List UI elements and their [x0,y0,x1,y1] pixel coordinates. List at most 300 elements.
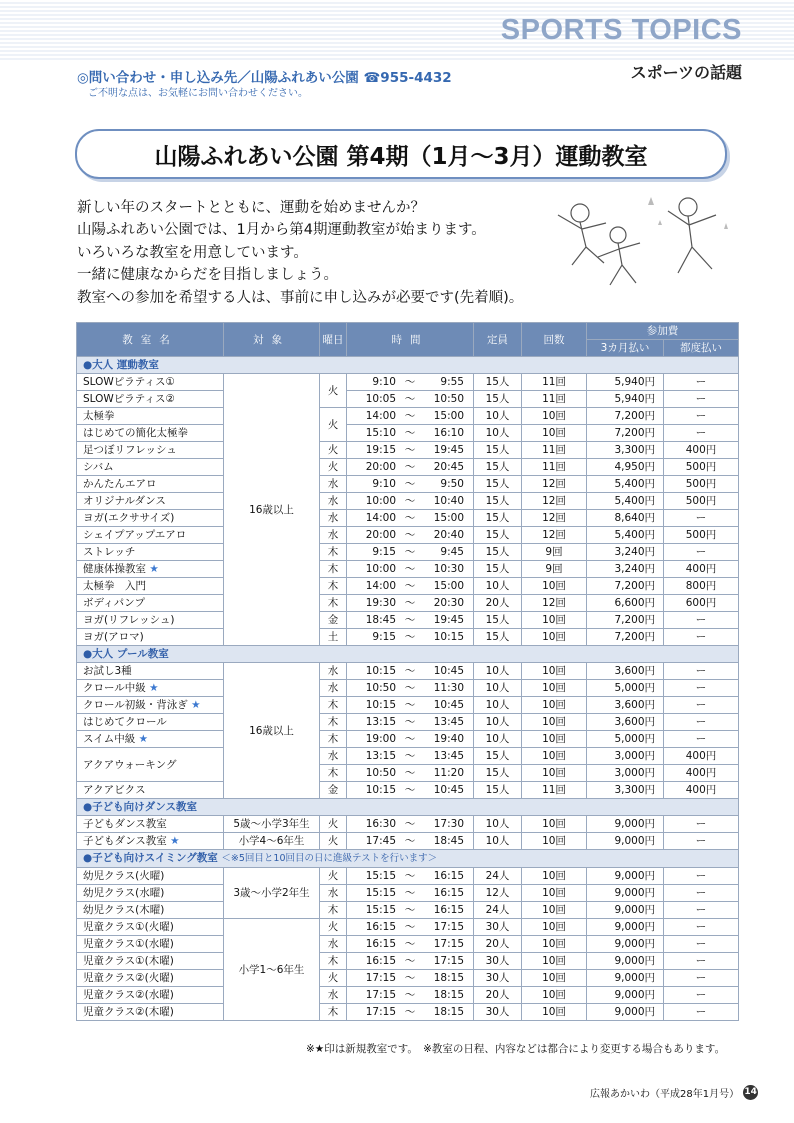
capacity: 15人 [474,527,522,544]
session-count: 10回 [522,919,587,936]
class-name-text: 児童クラス②(水曜) [83,989,174,1001]
class-name [77,527,224,544]
fee-each: 500円 [664,459,739,476]
time-start: 10:50 [365,682,396,694]
table-row [77,595,739,612]
fee-each: ー [664,1004,739,1021]
fee-3month: 7,200円 [587,408,664,425]
time-start: 9:15 [372,631,396,643]
class-name [77,408,224,425]
time-start: 13:15 [365,716,396,728]
fee-3month: 3,240円 [587,561,664,578]
weekday: 木 [320,1004,347,1021]
class-name [77,629,224,646]
capacity: 20人 [474,595,522,612]
weekday: 木 [320,731,347,748]
exercise-illustration [528,185,743,290]
session-count: 10回 [522,578,587,595]
time-range [347,629,474,646]
fee-each: ー [664,714,739,731]
time-range [347,902,474,919]
class-name-text: SLOWピラティス② [83,393,175,405]
target-age: 3歳～小学2年生 [224,868,320,919]
weekday: 金 [320,782,347,799]
time-separator: ～ [404,750,416,762]
time-start: 16:15 [365,955,396,967]
section-title [77,799,739,816]
fee-3month: 3,300円 [587,442,664,459]
weekday: 水 [320,885,347,902]
time-end: 10:45 [433,665,464,677]
table-row [77,833,739,850]
capacity: 10人 [474,663,522,680]
class-name-text: シバム [83,461,114,473]
time-range [347,697,474,714]
time-separator: ～ [404,444,416,456]
capacity: 15人 [474,748,522,765]
time-range [347,1004,474,1021]
schedule-table [76,322,739,1021]
time-range [347,885,474,902]
table-row [77,612,739,629]
class-name [77,782,224,799]
capacity: 15人 [474,510,522,527]
table-row [77,868,739,885]
fee-each: ー [664,936,739,953]
capacity: 10人 [474,833,522,850]
capacity: 10人 [474,816,522,833]
fee-each: ー [664,868,739,885]
weekday: 火 [320,374,347,408]
fee-each: ー [664,697,739,714]
time-separator: ～ [404,716,416,728]
time-separator: ～ [404,989,416,1001]
class-name-text: アクアビクス [83,784,146,796]
col-target: 対象 [224,323,320,357]
session-count: 10回 [522,697,587,714]
class-name [77,595,224,612]
fee-each: 400円 [664,782,739,799]
class-name [77,663,224,680]
table-row [77,953,739,970]
time-start: 10:15 [365,665,396,677]
weekday: 火 [320,919,347,936]
col-name: 教室名 [77,323,224,357]
fee-3month: 3,000円 [587,765,664,782]
fee-3month: 9,000円 [587,833,664,850]
time-end: 10:15 [433,631,464,643]
session-count: 10回 [522,714,587,731]
session-count: 9回 [522,544,587,561]
fee-each: ー [664,510,739,527]
table-row [77,748,739,765]
weekday: 火 [320,442,347,459]
fee-each: ー [664,425,739,442]
fee-each: ー [664,731,739,748]
class-name-text: 子どもダンス教室 [83,835,167,847]
intro-line: 一緒に健康なからだを目指しましょう。 [77,267,338,284]
session-count: 9回 [522,561,587,578]
fee-each: 600円 [664,595,739,612]
intro-text [77,197,547,309]
time-range [347,970,474,987]
fee-3month: 3,300円 [587,782,664,799]
time-start: 10:00 [365,563,396,575]
time-separator: ～ [404,546,416,558]
target-age: 16歳以上 [224,663,320,799]
class-name [77,902,224,919]
new-class-star-icon: ★ [138,733,149,745]
fee-each: 400円 [664,765,739,782]
footnote: ※★印は新規教室です。 ※教室の日程、内容などは都合により変更する場合もあります。 [306,1043,726,1055]
col-fee-3month: 3カ月払い [587,340,664,357]
fee-3month: 3,600円 [587,714,664,731]
table-row [77,476,739,493]
time-range [347,714,474,731]
fee-each: 800円 [664,578,739,595]
time-range [347,595,474,612]
time-start: 18:45 [365,614,396,626]
class-name-text: ヨガ(アロマ) [83,631,144,643]
table-row [77,544,739,561]
class-name-text: 児童クラス①(水曜) [83,938,174,950]
time-range [347,510,474,527]
time-range [347,493,474,510]
new-class-star-icon: ★ [191,699,201,711]
session-count: 10回 [522,680,587,697]
fee-each: ー [664,544,739,561]
weekday: 火 [320,816,347,833]
time-end: 15:00 [433,580,464,592]
time-end: 18:15 [433,989,464,1001]
session-count: 10回 [522,425,587,442]
time-range [347,919,474,936]
intro-line: 教室への参加を希望する人は、事前に申し込みが必要です(先着順)。 [77,289,524,306]
class-name-text: クロール初級・背泳ぎ [83,699,188,711]
table-row [77,442,739,459]
session-count: 10回 [522,612,587,629]
class-name-text: 幼児クラス(木曜) [83,904,165,916]
weekday: 木 [320,697,347,714]
fee-each: ー [664,391,739,408]
time-range [347,442,474,459]
class-name [77,748,224,782]
fee-3month: 9,000円 [587,987,664,1004]
session-count: 10回 [522,987,587,1004]
fee-3month: 9,000円 [587,919,664,936]
time-separator: ～ [404,376,416,388]
fee-each: ー [664,816,739,833]
time-start: 13:15 [365,750,396,762]
capacity: 15人 [474,374,522,391]
class-name [77,612,224,629]
fee-each: ー [664,663,739,680]
weekday: 水 [320,663,347,680]
fee-3month: 7,200円 [587,629,664,646]
time-range [347,459,474,476]
fee-each: ー [664,612,739,629]
class-name-text: 児童クラス②(火曜) [83,972,174,984]
col-count: 回数 [522,323,587,357]
capacity: 10人 [474,731,522,748]
weekday: 木 [320,765,347,782]
time-range [347,731,474,748]
time-end: 16:10 [433,427,464,439]
class-name [77,578,224,595]
time-range [347,374,474,391]
col-day: 曜日 [320,323,347,357]
weekday: 火 [320,408,347,442]
weekday: 水 [320,680,347,697]
time-end: 17:30 [433,818,464,830]
table-row [77,663,739,680]
class-name-text: クロール中級 [83,682,146,694]
table-row [77,578,739,595]
table-row [77,493,739,510]
time-start: 15:15 [365,887,396,899]
intro-line: いろいろな教室を用意しています。 [77,244,308,261]
time-separator: ～ [404,921,416,933]
section-row [77,799,739,816]
class-name-text: ヨガ(リフレッシュ) [83,614,175,626]
time-range [347,833,474,850]
fee-3month: 7,200円 [587,425,664,442]
time-separator: ～ [404,699,416,711]
time-end: 16:15 [433,870,464,882]
time-separator: ～ [404,955,416,967]
time-separator: ～ [404,512,416,524]
time-range [347,408,474,425]
fee-each: ー [664,833,739,850]
fee-each: ー [664,885,739,902]
session-count: 10回 [522,765,587,782]
intro-line: 新しい年のスタートとともに、運動を始めませんか？ [77,200,425,216]
class-name-text: 幼児クラス(水曜) [83,887,165,899]
time-end: 17:15 [433,921,464,933]
publication-name: 広報あかいわ（平成28年1月号） [590,1089,740,1100]
weekday: 木 [320,902,347,919]
session-count: 10回 [522,868,587,885]
time-separator: ～ [404,682,416,694]
table-row [77,1004,739,1021]
section-title [77,646,739,663]
time-end: 13:45 [433,716,464,728]
capacity: 30人 [474,970,522,987]
time-separator: ～ [404,835,416,847]
class-name-text: 幼児クラス(火曜) [83,870,165,882]
intro-line: 山陽ふれあい公園では、1月から第4期運動教室が始まります。 [77,222,486,239]
time-separator: ～ [404,478,416,490]
time-end: 18:45 [433,835,464,847]
time-separator: ～ [404,614,416,626]
fee-3month: 4,950円 [587,459,664,476]
class-name [77,885,224,902]
weekday: 水 [320,493,347,510]
time-range [347,748,474,765]
class-name-text: 太極拳 入門 [83,580,146,592]
target-age: 小学4～6年生 [224,833,320,850]
class-name [77,680,224,697]
weekday: 金 [320,612,347,629]
time-range [347,936,474,953]
weekday: 土 [320,629,347,646]
capacity: 24人 [474,868,522,885]
session-count: 10回 [522,885,587,902]
time-end: 11:20 [433,767,464,779]
class-name-text: 子どもダンス教室 [83,818,167,830]
session-count: 11回 [522,442,587,459]
weekday: 木 [320,953,347,970]
time-start: 19:00 [365,733,396,745]
session-count: 10回 [522,408,587,425]
time-start: 19:30 [365,597,396,609]
class-name [77,919,224,936]
class-name [77,561,224,578]
time-range [347,544,474,561]
time-end: 15:00 [433,512,464,524]
time-start: 10:15 [365,699,396,711]
time-range [347,680,474,697]
capacity: 30人 [474,1004,522,1021]
fee-3month: 3,000円 [587,748,664,765]
time-range [347,425,474,442]
time-start: 17:15 [365,1006,396,1018]
section-brand: SPORTS TOPICS [500,14,742,46]
fee-3month: 3,600円 [587,697,664,714]
col-time: 時間 [347,323,474,357]
weekday: 水 [320,748,347,765]
time-start: 9:10 [372,376,396,388]
time-start: 16:30 [365,818,396,830]
capacity: 20人 [474,936,522,953]
time-separator: ～ [404,904,416,916]
fee-3month: 9,000円 [587,936,664,953]
capacity: 15人 [474,391,522,408]
capacity: 15人 [474,765,522,782]
class-name-text: 健康体操教室 [83,563,146,575]
time-end: 9:45 [440,546,464,558]
section-title [77,850,739,868]
time-separator: ～ [404,631,416,643]
class-name [77,714,224,731]
capacity: 30人 [474,919,522,936]
time-range [347,476,474,493]
fee-3month: 5,000円 [587,680,664,697]
class-name-text: はじめての簡化太極拳 [83,427,188,439]
time-end: 18:15 [433,1006,464,1018]
time-end: 20:30 [433,597,464,609]
section-title [77,357,739,374]
time-start: 10:05 [365,393,396,405]
class-name [77,816,224,833]
time-range [347,868,474,885]
time-start: 17:45 [365,835,396,847]
time-end: 10:45 [433,784,464,796]
class-name-text: 足つぼリフレッシュ [83,444,177,456]
time-range [347,782,474,799]
time-range [347,612,474,629]
fee-each: ー [664,987,739,1004]
fee-each: 400円 [664,561,739,578]
fee-each: ー [664,629,739,646]
class-name [77,459,224,476]
capacity: 10人 [474,697,522,714]
time-separator: ～ [404,887,416,899]
session-count: 11回 [522,782,587,799]
time-separator: ～ [404,938,416,950]
class-name-text: ボディパンプ [83,597,146,609]
time-start: 9:10 [372,478,396,490]
weekday: 水 [320,527,347,544]
class-name-text: 太極拳 [83,410,115,422]
time-start: 19:15 [365,444,396,456]
weekday: 木 [320,595,347,612]
session-count: 12回 [522,595,587,612]
fee-3month: 3,600円 [587,663,664,680]
time-range [347,987,474,1004]
capacity: 15人 [474,561,522,578]
table-row [77,731,739,748]
fee-each: ー [664,919,739,936]
table-row [77,816,739,833]
fee-3month: 9,000円 [587,1004,664,1021]
fee-3month: 9,000円 [587,885,664,902]
class-name [77,476,224,493]
capacity: 10人 [474,680,522,697]
session-count: 10回 [522,816,587,833]
fee-each: ー [664,408,739,425]
table-row [77,459,739,476]
weekday: 水 [320,510,347,527]
class-name [77,425,224,442]
section-label: ●子ども向けスイミング教室 [83,852,218,864]
capacity: 20人 [474,987,522,1004]
time-start: 15:15 [365,904,396,916]
time-separator: ～ [404,784,416,796]
fee-each: 500円 [664,527,739,544]
session-count: 12回 [522,493,587,510]
fee-each: ー [664,374,739,391]
session-count: 12回 [522,527,587,544]
fee-each: ー [664,902,739,919]
class-name [77,833,224,850]
fee-3month: 5,940円 [587,374,664,391]
weekday: 木 [320,561,347,578]
fee-3month: 9,000円 [587,816,664,833]
capacity: 15人 [474,544,522,561]
fee-each: ー [664,970,739,987]
time-separator: ～ [404,580,416,592]
capacity: 30人 [474,953,522,970]
fee-3month: 5,000円 [587,731,664,748]
fee-3month: 8,640円 [587,510,664,527]
table-row [77,902,739,919]
class-name [77,1004,224,1021]
time-range [347,816,474,833]
capacity: 15人 [474,493,522,510]
page-title: 山陽ふれあい公園 第4期（1月～3月）運動教室 [154,143,648,170]
fee-3month: 9,000円 [587,953,664,970]
table-row [77,510,739,527]
time-start: 10:50 [365,767,396,779]
time-range [347,561,474,578]
section-row [77,357,739,374]
time-separator: ～ [404,393,416,405]
time-end: 16:15 [433,904,464,916]
weekday: 木 [320,544,347,561]
time-separator: ～ [404,461,416,473]
session-count: 10回 [522,902,587,919]
